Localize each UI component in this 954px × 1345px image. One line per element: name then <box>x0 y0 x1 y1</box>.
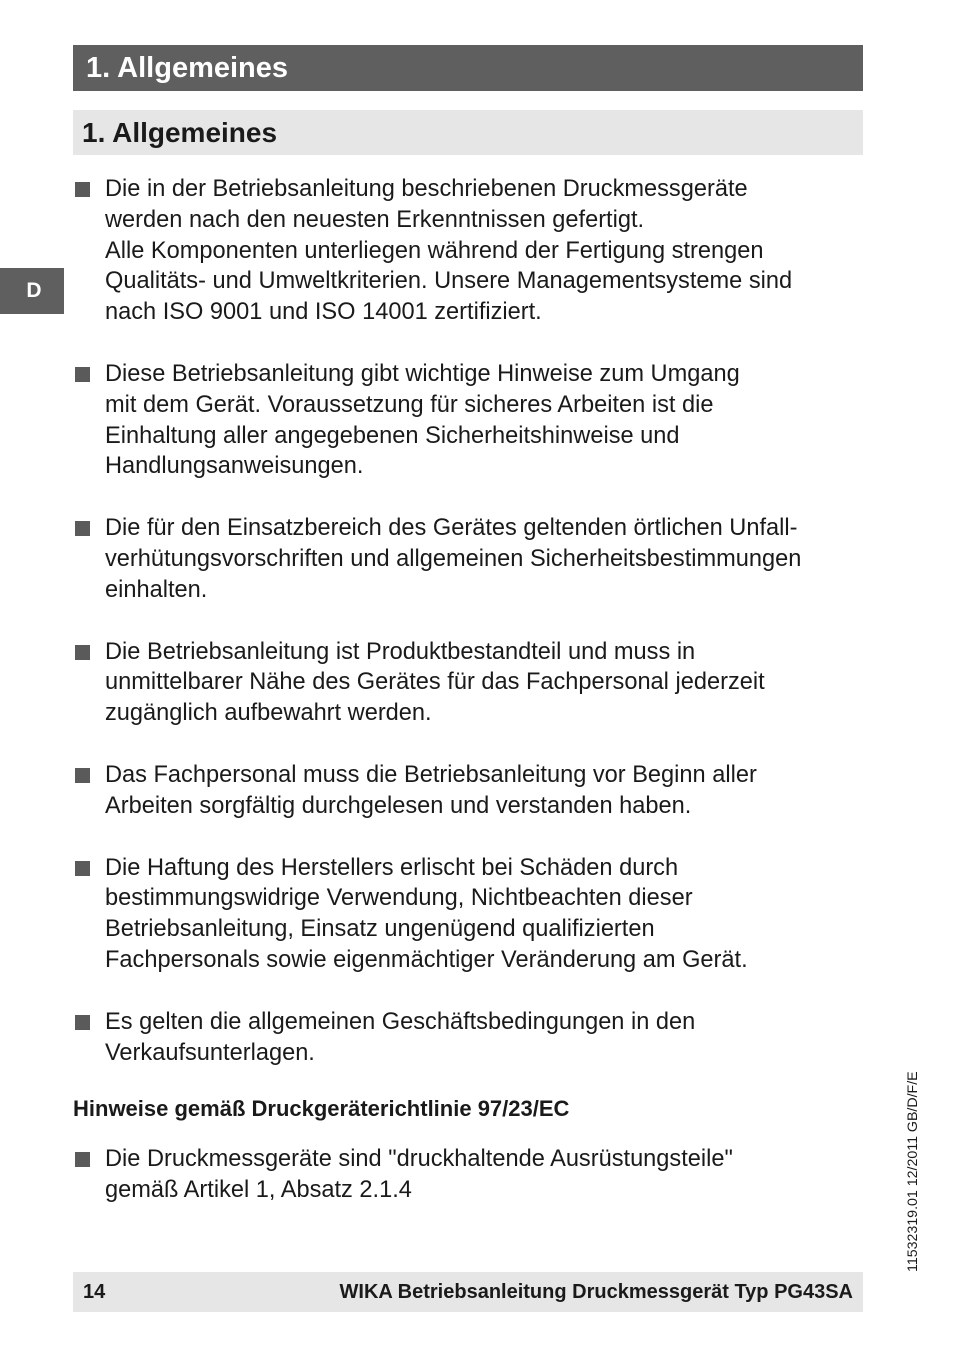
list-item <box>73 359 863 482</box>
square-bullet-icon <box>75 768 90 783</box>
language-tab <box>0 268 64 314</box>
language-tab-label: D <box>26 279 42 302</box>
list-item-text: Es gelten die allgemeinen Geschäftsbedingungen in den Verkaufsunterlagen. <box>105 1008 696 1066</box>
list-item <box>73 1144 863 1206</box>
footer-title: WIKA Betriebsanleitung Druckmessgerät Typ PG43SA <box>339 1281 853 1303</box>
list-item-text: Die für den Einsatzbereich des Gerätes geltenden örtlichen Unfall- verhütungsvorschriften und allgemeinen Sicherheitsbestimmungen einhalten. <box>105 515 802 603</box>
list-item <box>73 853 863 976</box>
list-item-text: Das Fachpersonal muss die Betriebsanleitung vor Beginn aller Arbeiten sorgfältig durchgelesen und verstanden haben. <box>105 761 757 819</box>
square-bullet-icon <box>75 1015 90 1030</box>
list-item <box>73 637 863 729</box>
square-bullet-icon <box>75 521 90 536</box>
square-bullet-icon <box>75 367 90 382</box>
list-item <box>73 513 863 605</box>
list-item-text: Die Druckmessgeräte sind "druckhaltende Ausrüstungsteile" gemäß Artikel 1, Absatz 2.1.4 <box>105 1146 733 1203</box>
section-title: 1. Allgemeines <box>82 117 278 148</box>
page-footer <box>73 1272 863 1312</box>
list-item-text: Die Betriebsanleitung ist Produktbestandteil und muss in unmittelbarer Nähe des Gerätes für das Fachpersonal jederzeit zugänglich aufbewahrt werden. <box>105 638 765 727</box>
list-item <box>73 760 863 822</box>
list-item <box>73 174 863 328</box>
list-item-text: Die Haftung des Herstellers erlischt bei Schäden durch bestimmungswidrige Verwendung, Nichtbeachten dieser Betriebsanleitung, Einsatz ungenügend qualifizierten Fachpersonals sowie eigenmächtiger Veränderung am Gerät. <box>105 854 748 973</box>
square-bullet-icon <box>75 182 90 197</box>
list-item-text: Diese Betriebsanleitung gibt wichtige Hinweise zum Umgang mit dem Gerät. Voraussetzung für sicheres Arbeiten ist die Einhaltung aller angegebenen Sicherheitshinweise und Handlungsanweisungen. <box>105 360 740 480</box>
chapter-title: 1. Allgemeines <box>86 52 289 84</box>
directive-subheading: Hinweise gemäß Druckgeräterichtlinie 97/23/EC <box>73 1096 570 1121</box>
square-bullet-icon <box>75 1152 90 1167</box>
page-number: 14 <box>83 1281 106 1303</box>
general-bullet-list <box>73 174 863 1099</box>
square-bullet-icon <box>75 645 90 660</box>
section-header <box>73 110 863 155</box>
square-bullet-icon <box>75 861 90 876</box>
list-item <box>73 1007 863 1069</box>
list-item-text: Die in der Betriebsanleitung beschriebenen Druckmessgeräte werden nach den neuesten Erkenntnissen gefertigt. Alle Komponenten unterliegen während der Fertigung strengen Qualitäts- und Umweltkriterien. Unsere Managementsysteme sind nach ISO 9001 und ISO 14001 zertifiziert. <box>105 176 793 326</box>
document-code: 11532319.01 12/2011 GB/D/F/E <box>905 1071 921 1272</box>
directive-bullet-list <box>73 1144 863 1237</box>
chapter-header <box>73 45 863 91</box>
